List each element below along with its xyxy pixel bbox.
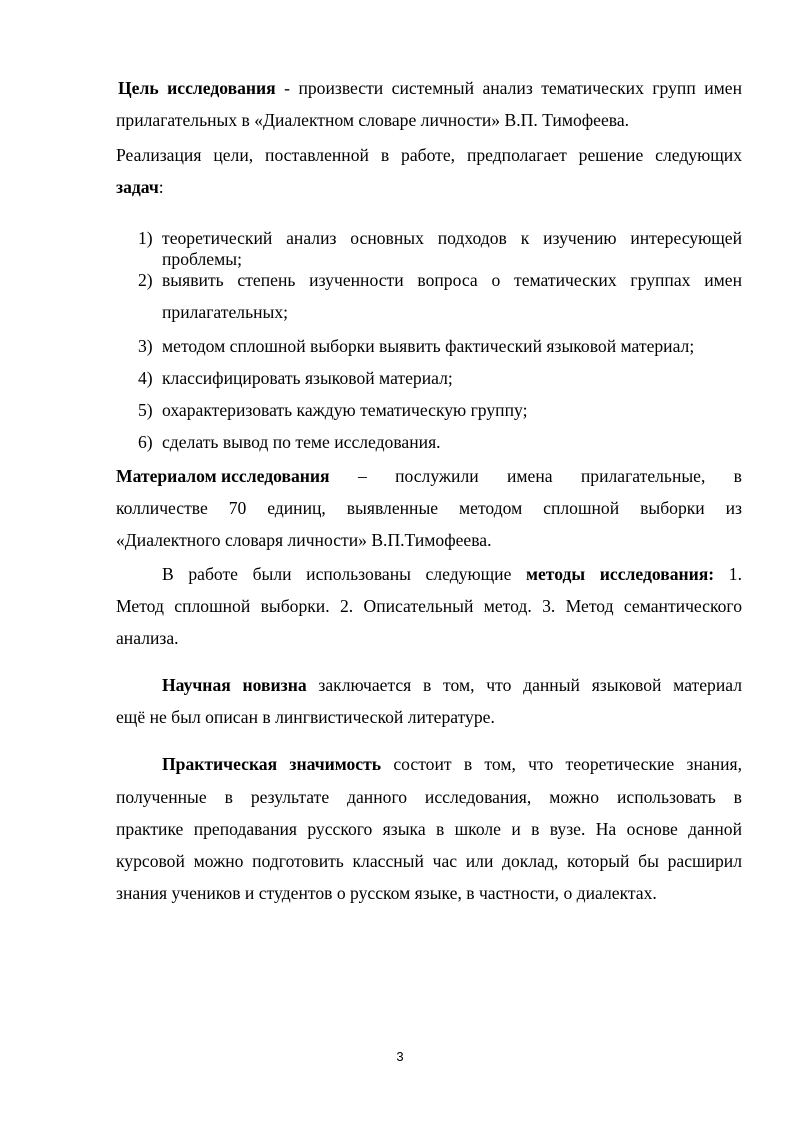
tasks-intro-line: Реализация цели, поставленной в работе, предполагает решение следующих bbox=[116, 145, 742, 165]
material-line-3: «Диалектного словаря личности» В.П.Тимофеева. bbox=[116, 530, 492, 550]
material-text-1: – послужили имена прилагательные, в bbox=[358, 466, 742, 486]
significance-line-4: курсовой можно подготовить классный час или доклад, который бы расширил bbox=[116, 851, 742, 871]
task-text: методом сплошной выборки выявить фактический языковой материал; bbox=[162, 336, 695, 356]
task-text: теоретический анализ основных подходов к изучению интересующей bbox=[162, 228, 742, 248]
significance-line-1 bbox=[162, 753, 742, 775]
task-number: 4) bbox=[138, 368, 153, 388]
methods-line-2: Метод сплошной выборки. 2. Описательный метод. 3. Метод семантического bbox=[116, 596, 742, 616]
novelty-label: Научная новизна bbox=[162, 675, 307, 695]
task-number: 6) bbox=[138, 432, 153, 452]
methods-line-3: анализа. bbox=[116, 628, 179, 648]
task-number: 3) bbox=[138, 336, 153, 356]
novelty-line-1 bbox=[162, 674, 742, 696]
significance-text-1: состоит в том, что теоретические знания, bbox=[381, 754, 743, 774]
goal-label: Цель исследования bbox=[118, 78, 276, 98]
methods-label: методы исследования: bbox=[526, 564, 715, 584]
tasks-label-line: задач: bbox=[116, 177, 164, 197]
significance-line-3: практике преподавания русского языка в школе и в вузе. На основе данной bbox=[116, 819, 742, 839]
task-number: 5) bbox=[138, 400, 153, 420]
task-text: проблемы; bbox=[162, 249, 242, 269]
methods-line-1: В работе были использованы следующие методы исследования: 1. bbox=[162, 564, 742, 584]
goal-line-1 bbox=[118, 77, 742, 99]
novelty-line-2: ещё не был описан в лингвистической литературе. bbox=[116, 707, 495, 727]
page-number: 3 bbox=[396, 1049, 404, 1064]
task-text: сделать вывод по теме исследования. bbox=[162, 432, 441, 452]
task-text: прилагательных; bbox=[162, 302, 289, 322]
goal-line-2: прилагательных в «Диалектном словаре личности» В.П. Тимофеева. bbox=[116, 110, 630, 130]
task-text: охарактеризовать каждую тематическую группу; bbox=[162, 400, 528, 420]
tasks-label: задач bbox=[116, 177, 159, 197]
methods-text-1: В работе были использованы следующие bbox=[162, 564, 512, 584]
novelty-text-1: заключается в том, что данный языковой материал bbox=[306, 675, 742, 695]
significance-label: Практическая значимость bbox=[162, 754, 382, 774]
task-text: классифицировать языковой материал; bbox=[162, 368, 453, 388]
significance-line-5: знания учеников и студентов о русском языке, в частности, о диалектах. bbox=[116, 883, 657, 903]
goal-text-1: - произвести системный анализ тематических групп имен bbox=[275, 78, 742, 98]
task-number: 2) bbox=[138, 270, 153, 290]
task-number: 1) bbox=[138, 228, 153, 248]
material-line-2: колличестве 70 единиц, выявленные методом сплошной выборки из bbox=[116, 498, 742, 518]
task-text: выявить степень изученности вопроса о тематических группах имен bbox=[162, 270, 742, 290]
material-line-1 bbox=[116, 465, 742, 487]
significance-line-2: полученные в результате данного исследования, можно использовать в bbox=[116, 787, 742, 807]
material-label: Материалом исследования bbox=[116, 466, 330, 486]
